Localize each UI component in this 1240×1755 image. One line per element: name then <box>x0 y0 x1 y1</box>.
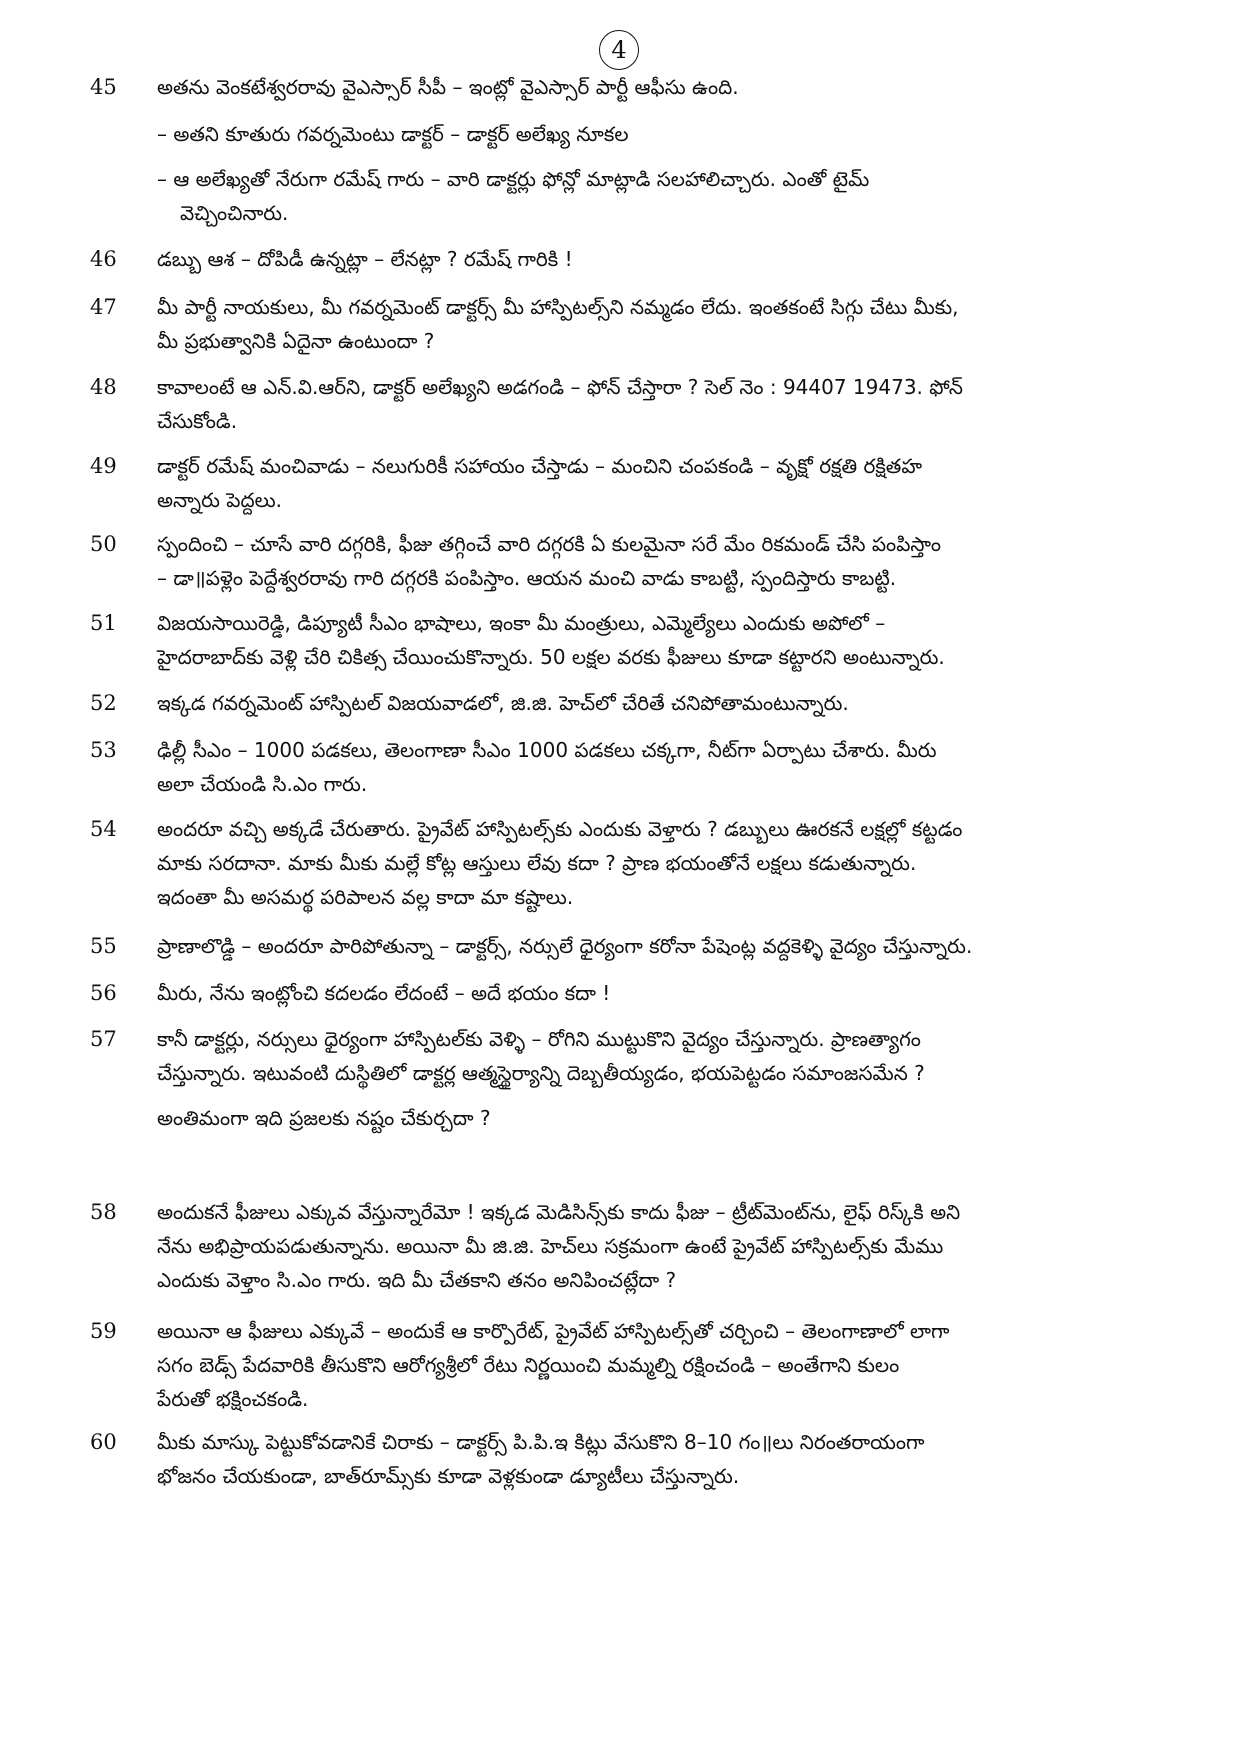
item-text-line: అతను వెంకటేశ్వరరావు వైఎస్సార్ సీపీ – ఇంట్లో వైఎస్సార్ పార్టీ ఆఫీసు ఉంది. <box>157 75 739 99</box>
item-text-line: మాకు సరదానా. మాకు మీకు మల్లే కోట్ల ఆస్తులు లేవు కదా ? ప్రాణ భయంతోనే లక్షలు కడుతున్నారు. <box>157 851 917 875</box>
item-text-line: అలా చేయండి సి.ఎం గారు. <box>157 772 368 796</box>
item-text-line: కావాలంటే ఆ ఎన్.వి.ఆర్‌ని, డాక్టర్ అలేఖ్యని అడగండి – ఫోన్ చేస్తారా ? సెల్ నెం : 94407 19473. ఫోన్ <box>157 375 963 399</box>
item-number: 47 <box>90 295 117 319</box>
item-text-line: చేస్తున్నారు. ఇటువంటి దుస్థితిలో డాక్టర్ల ఆత్మస్థైర్యాన్ని దెబ్బతీయ్యడం, భయపెట్టడం సమాంజసమేన ? <box>157 1061 925 1085</box>
item-text-line: భోజనం చేయకుండా, బాత్‌రూమ్స్‌కు కూడా వెళ్లకుండా డ్యూటీలు చేస్తున్నారు. <box>157 1464 740 1488</box>
item-number: 56 <box>90 981 117 1005</box>
item-number: 49 <box>90 454 117 478</box>
item-text-line: చేసుకోండి. <box>157 409 238 433</box>
item-text-line: – ఆ అలేఖ్యతో నేరుగా రమేష్ గారు – వారి డాక్టర్లు ఫోన్లో మాట్లాడి సలహాలిచ్చారు. ఎంతో టైమ్ <box>157 167 870 191</box>
item-number: 50 <box>90 532 117 556</box>
item-text-line: హైదరాబాద్‌కు వెళ్లి చేరి చికిత్స చేయించుకొన్నారు. 50 లక్షల వరకు ఫీజులు కూడా కట్టారని అంటున్నారు. <box>157 645 945 669</box>
item-number: 58 <box>90 1200 117 1224</box>
item-text-line: విజయసాయిరెడ్డి, డిప్యూటీ సీఎం భాషాలు, ఇంకా మీ మంత్రులు, ఎమ్మెల్యేలు ఎందుకు అపోలో – <box>157 611 886 635</box>
item-text-line: డాక్టర్ రమేష్ మంచివాడు – నలుగురికీ సహాయం చేస్తాడు – మంచిని చంపకండి – వృక్షో రక్షతి రక్షితహ <box>157 454 923 478</box>
item-text-line: మీ ప్రభుత్వానికి ఏదైనా ఉంటుందా ? <box>157 329 435 353</box>
item-text-line: కానీ డాక్టర్లు, నర్సులు ధైర్యంగా హాస్పిటల్‌కు వెళ్ళి – రోగిని ముట్టుకొని వైద్యం చేస్తున్నారు. ప్రాణత్యాగం <box>157 1027 921 1051</box>
item-text-line: మీకు మాస్కు పెట్టుకోవడానికే చిరాకు – డాక్టర్స్ పి.పి.ఇ కిట్లు వేసుకొని 8–10 గం॥లు నిరంతరాయంగా <box>157 1430 925 1454</box>
item-text-line: ఇదంతా మీ అసమర్థ పరిపాలన వల్ల కాదా మా కష్టాలు. <box>157 885 574 909</box>
item-number: 54 <box>90 817 117 841</box>
item-text-line: – డా॥పళ్లెం పెద్దేశ్వరరావు గారి దగ్గరకి పంపిస్తాం. ఆయన మంచి వాడు కాబట్టి, స్పందిస్తారు కాబట్టి. <box>157 566 897 590</box>
item-text-line: అన్నారు పెద్దలు. <box>157 488 283 512</box>
item-number: 52 <box>90 691 117 715</box>
item-text-line: అంతిమంగా ఇది ప్రజలకు నష్టం చేకుర్చదా ? <box>157 1106 491 1130</box>
item-number: 46 <box>90 247 117 271</box>
item-text-line: – అతని కూతురు గవర్నమెంటు డాక్టర్ – డాక్టర్ అలేఖ్య నూకల <box>157 122 629 146</box>
item-text-line: స్పందించి – చూసే వారి దగ్గరికి, ఫీజు తగ్గించే వారి దగ్గరకి ఏ కులమైనా సరే మేం రికమండ్ చేసి పంపిస్తాం <box>157 532 941 556</box>
item-number: 59 <box>90 1319 117 1343</box>
item-text-line: డబ్బు ఆశ – దోపిడీ ఉన్నట్లా – లేనట్లా ? రమేష్ గారికి ! <box>157 247 573 271</box>
page-number: 4 <box>599 30 639 70</box>
item-number: 48 <box>90 375 117 399</box>
item-number: 57 <box>90 1027 117 1051</box>
item-text-line: ఇక్కడ గవర్నమెంట్ హాస్పిటల్ విజయవాడలో, జి.జి. హెచ్‌లో చేరితే చనిపోతామంటున్నారు. <box>157 691 849 715</box>
item-text-line: అందుకనే ఫీజులు ఎక్కువ వేస్తున్నారేమో ! ఇక్కడ మెడిసిన్స్‌కు కాదు ఫీజు – ట్రీట్‌మెంట్‌ను, లైఫ్ రిస్క్‌కి అని <box>157 1200 961 1224</box>
item-text-line: అయినా ఆ ఫీజులు ఎక్కువే – అందుకే ఆ కార్పొరేట్, ప్రైవేట్ హాస్పిటల్స్‌తో చర్చించి – తెలంగాణాలో లాగా <box>157 1319 950 1343</box>
item-text-line: అందరూ వచ్చి అక్కడే చేరుతారు. ప్రైవేట్ హాస్పిటల్స్‌కు ఎందుకు వెళ్తారు ? డబ్బులు ఊరకనే లక్షల్లో కట్టడం <box>157 817 963 841</box>
item-number: 60 <box>90 1430 117 1454</box>
item-text-line: సగం బెడ్స్ పేదవారికి తీసుకొని ఆరోగ్యశ్రీలో రేటు నిర్ణయించి మమ్మల్ని రక్షించండి – అంతేగాని కులం <box>157 1353 900 1377</box>
item-text-line: వెచ్చించినారు. <box>180 201 289 225</box>
item-text-line: మీరు, నేను ఇంట్లోంచి కదలడం లేదంటే – అదే భయం కదా ! <box>157 981 611 1005</box>
item-text-line: ఢిల్లీ సీఎం – 1000 పడకలు, తెలంగాణా సీఎం 1000 పడకలు చక్కగా, నీట్‌గా ఏర్పాటు చేశారు. మీరు <box>157 738 937 762</box>
item-text-line: ప్రాణాలొడ్డి – అందరూ పారిపోతున్నా – డాక్టర్స్, నర్సులే ధైర్యంగా కరోనా పేషెంట్ల వద్దకెళ్ళి వైద్యం చేస్తున్నారు. <box>157 934 973 958</box>
item-text-line: మీ పార్టీ నాయకులు, మీ గవర్నమెంట్ డాక్టర్స్ మీ హాస్పిటల్స్‌ని నమ్మడం లేదు. ఇంతకంటే సిగ్గు చేటు మీకు, <box>157 295 959 319</box>
item-number: 51 <box>90 611 117 635</box>
item-number: 55 <box>90 934 117 958</box>
item-text-line: ఎందుకు వెళ్తాం సి.ఎం గారు. ఇది మీ చేతకాని తనం అనిపించట్లేదా ? <box>157 1268 677 1292</box>
item-text-line: నేను అభిప్రాయపడుతున్నాను. అయినా మీ జి.జి. హెచ్‌లు సక్రమంగా ఉంటే ప్రైవేట్ హాస్పిటల్స్‌కు మేము <box>157 1234 944 1258</box>
item-number: 53 <box>90 738 117 762</box>
item-text-line: పేరుతో భక్షించకండి. <box>157 1387 309 1411</box>
item-number: 45 <box>90 75 117 99</box>
